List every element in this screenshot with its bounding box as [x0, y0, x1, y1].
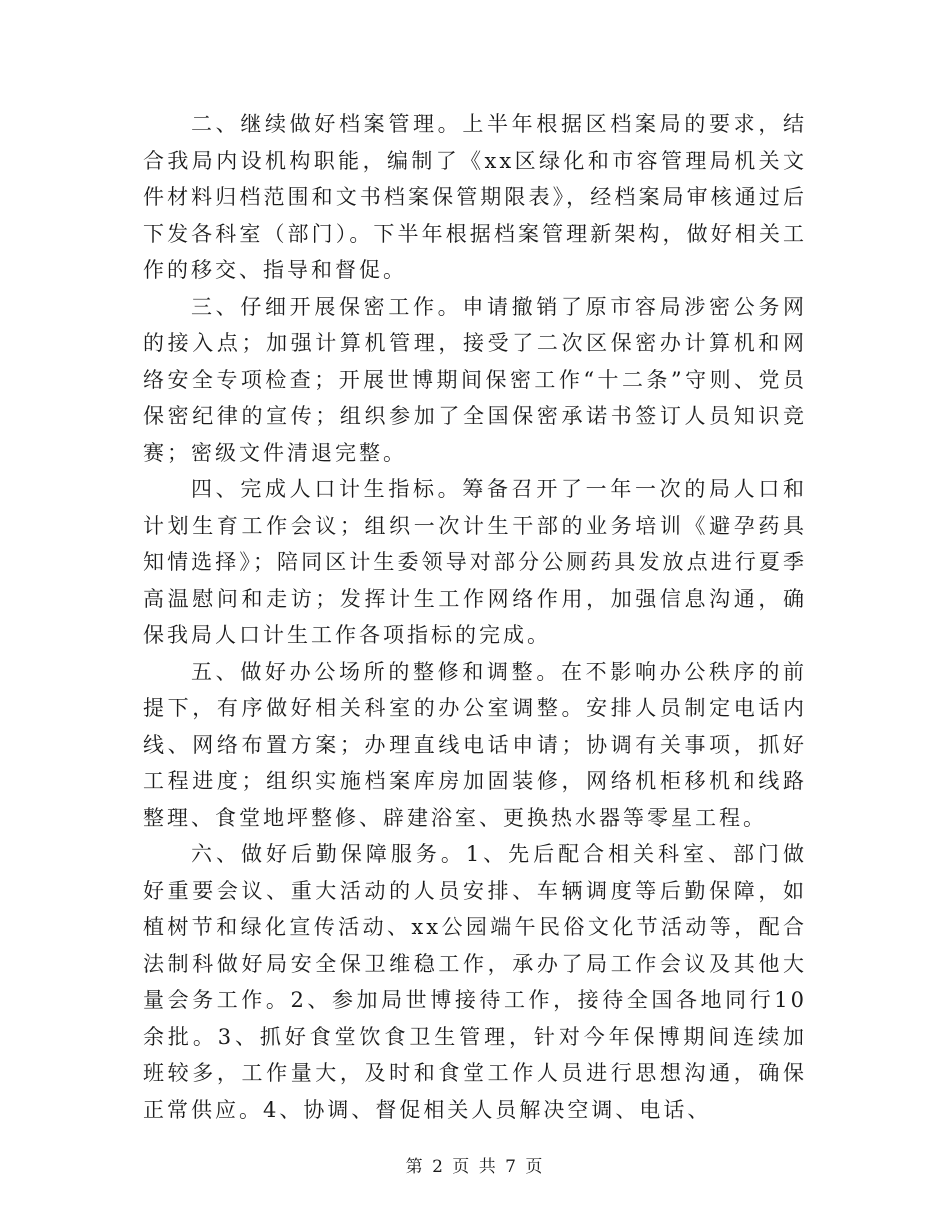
paragraph-confidentiality: 三、仔细开展保密工作。申请撤销了原市容局涉密公务网的接入点；加强计算机管理，接受了二次区保密办计算机和网络安全专项检查；开展世博期间保密工作“十二条”守则、党员保密纪律的宣传；组织参加了全国保密承诺书签订人员知识竞赛；密级文件清退完整。: [143, 294, 807, 465]
document-body: [143, 106, 807, 1128]
paragraph-office-renovation: 五、做好办公场所的整修和调整。在不影响办公秩序的前提下，有序做好相关科室的办公室调整。安排人员制定电话内线、网络布置方案；办理直线电话申请；协调有关事项，抓好工程进度；组织实施档案库房加固装修，网络机柜移机和线路整理、食堂地坪整修、辟建浴室、更换热水器等零星工程。: [143, 659, 807, 830]
paragraph-logistics-service: 六、做好后勤保障服务。1、先后配合相关科室、部门做好重要会议、重大活动的人员安排、车辆调度等后勤保障，如植树节和绿化宣传活动、xx公园端午民俗文化节活动等，配合法制科做好局安全保卫维稳工作，承办了局工作会议及其他大量会务工作。2、参加局世博接待工作，接待全国各地同行10余批。3、抓好食堂饮食卫生管理，针对今年保博期间连续加班较多，工作量大，及时和食堂工作人员进行思想沟通，确保正常供应。4、协调、督促相关人员解决空调、电话、: [143, 842, 807, 1122]
paragraph-population-planning: 四、完成人口计生指标。筹备召开了一年一次的局人口和计划生育工作会议；组织一次计生干部的业务培训《避孕药具知情选择》；陪同区计生委领导对部分公厕药具发放点进行夏季高温慰问和走访；发挥计生工作网络作用，加强信息沟通，确保我局人口计生工作各项指标的完成。: [143, 477, 807, 647]
paragraph-archives: 二、继续做好档案管理。上半年根据区档案局的要求，结合我局内设机构职能，编制了《xx区绿化和市容管理局机关文件材料归档范围和文书档案保管期限表》，经档案局审核通过后下发各科室（部门）。下半年根据档案管理新架构，做好相关工作的移交、指导和督促。: [143, 112, 807, 282]
page-number-footer: 第 2 页 共 7 页: [405, 1157, 545, 1177]
